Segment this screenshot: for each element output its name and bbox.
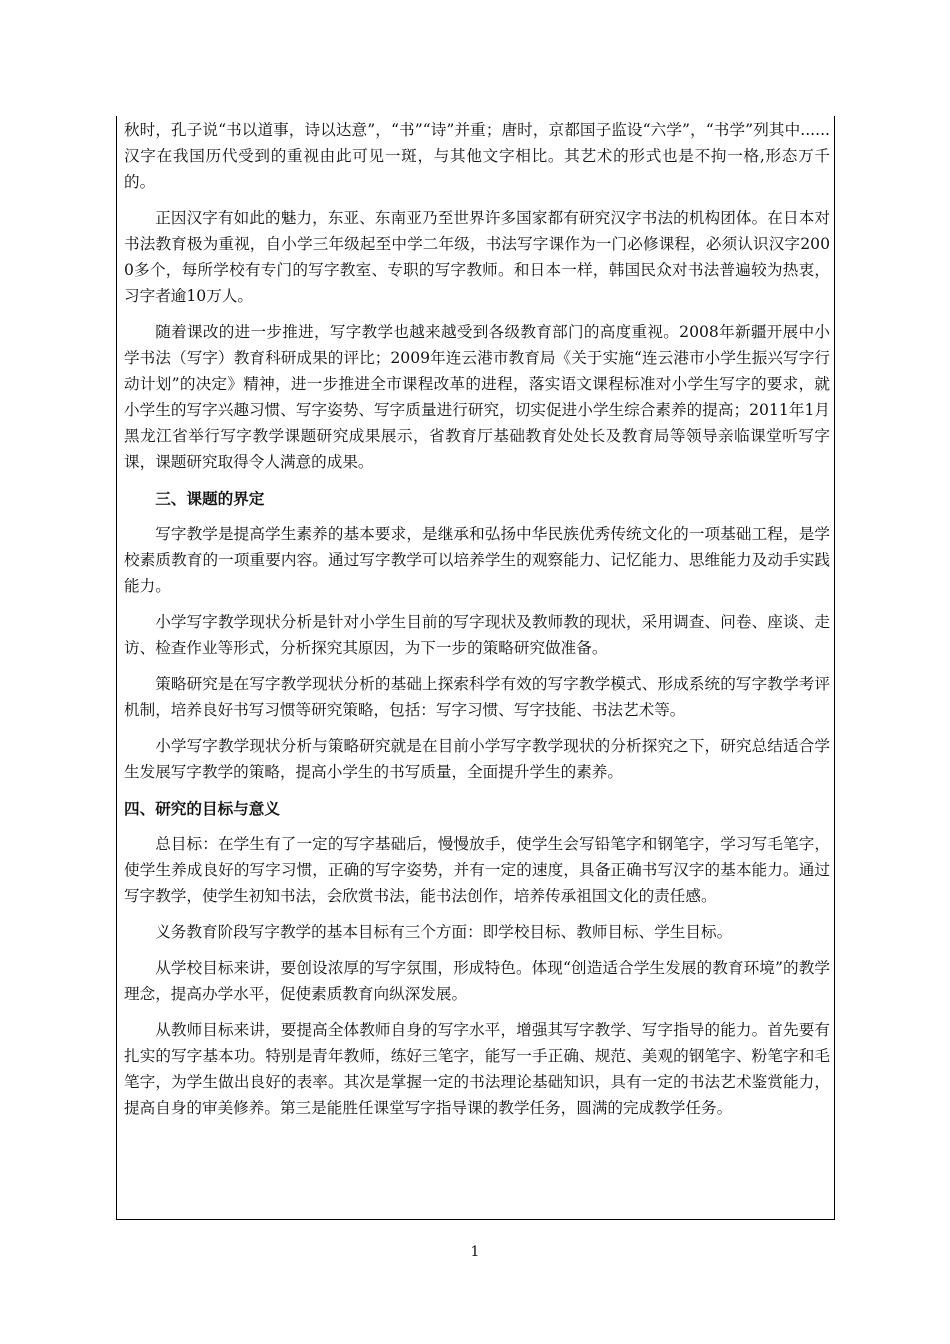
section-heading-4: 四、研究的目标与意义: [124, 799, 280, 818]
paragraph: 策略研究是在写字教学现状分析的基础上探索科学有效的写字教学模式、形成系统的写字教学考评机制，培养良好书写习惯等研究策略，包括：写字习惯、写字技能、书法艺术等。: [124, 675, 830, 719]
paragraph: 小学写字教学现状分析与策略研究就是在目前小学写字教学现状的分析探究之下，研究总结适合学生发展写字教学的策略，提高小学生的书写质量，全面提升学生的素养。: [124, 737, 830, 781]
paragraph-continued: 秋时，孔子说“书以道事，诗以达意”，“书”“诗”并重；唐时，京都国子监设“六学”，“书学”列其中......汉字在我国历代受到的重视由此可见一斑，与其他文字相比。其艺术的形式也是不拘一格,形态万千的。: [124, 121, 830, 191]
paragraph: 写字教学是提高学生素养的基本要求，是继承和弘扬中华民族优秀传统文化的一项基础工程，是学校素质教育的一项重要内容。通过写字教学可以培养学生的观察能力、记忆能力、思维能力及动手实践能力。: [124, 525, 830, 595]
paragraph: 从教师目标来讲，要提高全体教师自身的写字水平，增强其写字教学、写字指导的能力。首先要有扎实的写字基本功。特别是青年教师，练好三笔字，能写一手正确、规范、美观的钢笔字、粉笔字和毛笔字，为学生做出良好的表率。其次是掌握一定的书法理论基础知识，具有一定的书法艺术鉴赏能力，提高自身的审美修养。第三是能胜任课堂写字指导课的教学任务，圆满的完成教学任务。: [124, 1021, 830, 1117]
paragraph: 正因汉字有如此的魅力，东亚、东南亚乃至世界许多国家都有研究汉字书法的机构团体。在日本对书法教育极为重视，自小学三年级起至中学二年级，书法写字课作为一门必修课程，必须认识汉字2000多个，每所学校有专门的写字教室、专职的写字教师。和日本一样，韩国民众对书法普遍较为热衷，习字者逾10万人。: [124, 209, 830, 305]
paragraph: 义务教育阶段写字教学的基本目标有三个方面：即学校目标、教师目标、学生目标。: [155, 923, 733, 941]
paragraph: 总目标：在学生有了一定的写字基础后，慢慢放手，使学生会写铅笔字和钢笔字，学习写毛笔字，使学生养成良好的写字习惯，正确的写字姿势，并有一定的速度，具备正确书写汉字的基本能力。通过写字教学，使学生初知书法，会欣赏书法，能书法创作，培养传承祖国文化的责任感。: [124, 835, 830, 905]
paragraph: 随着课改的进一步推进，写字教学也越来越受到各级教育部门的高度重视。2008年新疆开展中小学书法（写字）教育科研成果的评比；2009年连云港市教育局《关于实施“连云港市小学生振兴写字行动计划”的决定》精神，进一步推进全市课程改革的进程，落实语文课程标准对小学生写字的要求，就小学生的写字兴趣习惯、写字姿势、写字质量进行研究，切实促进小学生综合素养的提高；2011年1月黑龙江省举行写字教学课题研究成果展示，省教育厅基础教育处处长及教育局等领导亲临课堂听写字课，课题研究取得令人满意的成果。: [124, 323, 830, 471]
document-body: [124, 117, 830, 1131]
paragraph: 从学校目标来讲，要创设浓厚的写字氛围，形成特色。体现“创造适合学生发展的教育环境”的教学理念，提高办学水平，促使素质教育向纵深发展。: [124, 959, 830, 1003]
page-number: 1: [470, 1244, 480, 1260]
paragraph: 小学写字教学现状分析是针对小学生目前的写字现状及教师教的现状，采用调查、问卷、座谈、走访、检查作业等形式，分析探究其原因，为下一步的策略研究做准备。: [124, 613, 830, 657]
section-heading-3: 三、课题的界定: [155, 489, 265, 508]
